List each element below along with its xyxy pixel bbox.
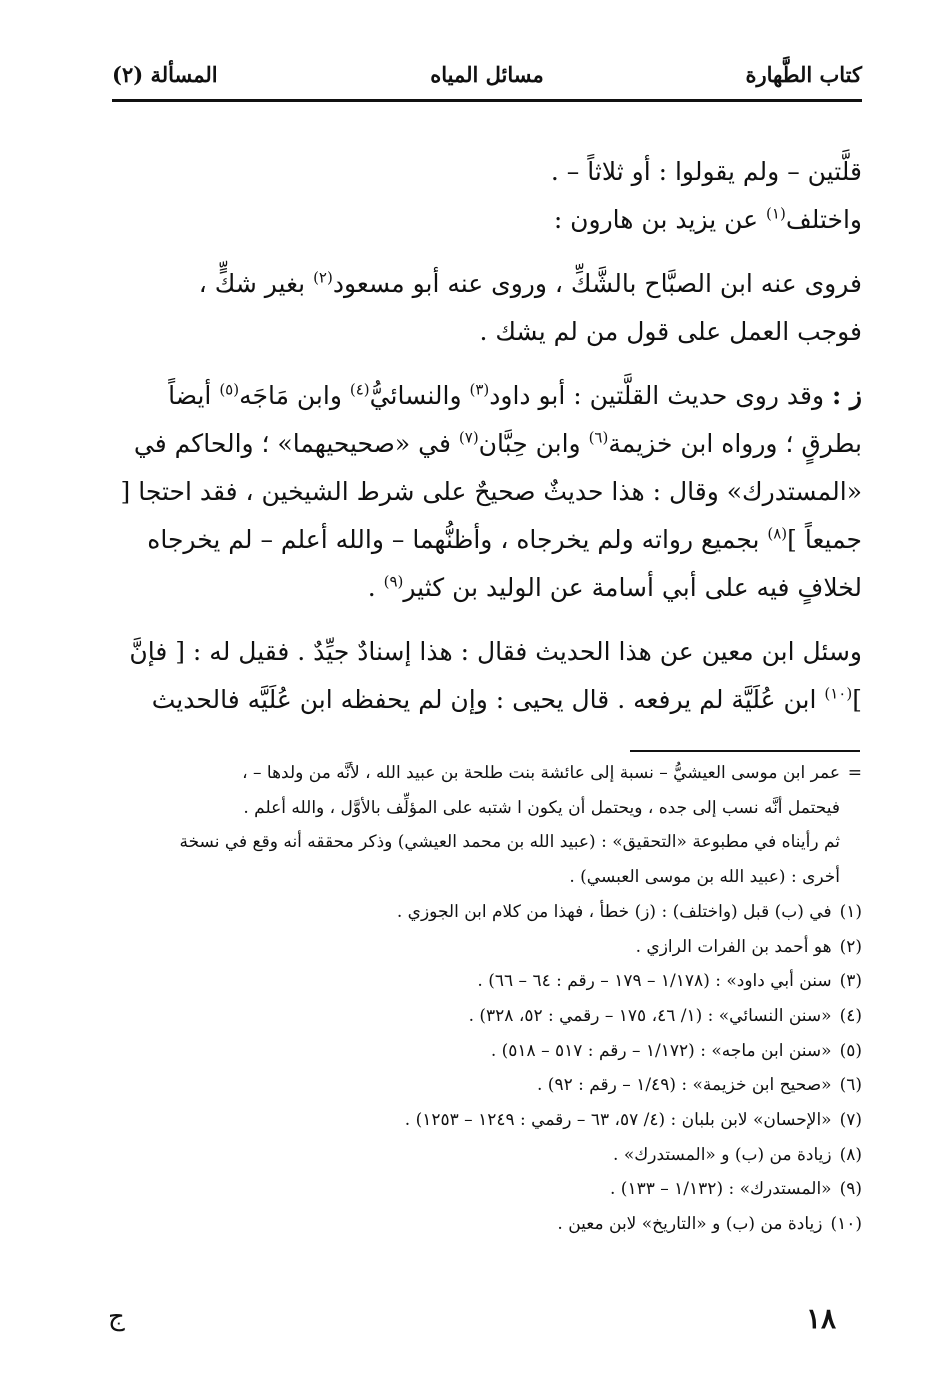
footnote-text: «صحيح ابن خزيمة» : (١/٤٩ – رقم : ٩٢) .: [536, 1075, 832, 1096]
text-run: فروى عنه ابن الصبَّاح بالشَّكِّ ، وروى عنه أبو مسعود: [332, 269, 862, 298]
footnote-number: (٤): [839, 1005, 862, 1026]
text-run: بجميع رواته ولم يخرجاه ، وأظنُّهما – والله أعلم – لم يخرجاه لخلافٍ فيه على أبي أسامة عن الوليد بن كثير: [147, 525, 862, 602]
footnote-ref: (٤): [349, 380, 370, 399]
text-run: في «صحيحيهما» ؛ والحاكم في «المستدرك» وقال : هذا حديثٌ صحيحٌ على شرط الشيخين ، فقد احتجا [ جميعاً ]: [120, 429, 862, 554]
paragraph: [112, 372, 862, 612]
main-text: [112, 148, 862, 724]
footnote-number: (٥): [839, 1040, 862, 1061]
paragraph-marker: ز :: [831, 381, 862, 410]
footnote-text: «المستدرك» : (١/١٣٢ – ١٣٣) .: [610, 1179, 832, 1200]
footnote-text: هو أحمد بن الفرات الرازي .: [635, 936, 832, 957]
running-header: [112, 54, 862, 94]
text-run: وابن مَاجَه: [239, 381, 350, 410]
footnote-ref: (٢): [313, 268, 333, 287]
footnote-number: (٧): [839, 1110, 862, 1131]
footnote-ref: (٦): [588, 428, 609, 447]
header-section-title: مسائل المياه: [430, 62, 544, 87]
footnote-text: زيادة من (ب) و «المستدرك» .: [613, 1144, 832, 1165]
header-divider: [112, 99, 862, 102]
footnote-ref: (٩): [383, 572, 404, 591]
footnote-divider: [630, 750, 860, 752]
footnote-line: فيحتمل أنَّه نسب إلى جده ، ويحتمل أن يكون ا شتبه على المؤلِّف بالأوَّل ، والله أعلم .: [243, 797, 840, 818]
footnote-item: [112, 1103, 862, 1138]
text-run: والنسائيُّ: [369, 381, 470, 410]
footnote-number: (٦): [839, 1075, 862, 1096]
footnote-number: (٣): [839, 971, 862, 992]
text-line: قلَّتين – ولم يقولوا : أو ثلاثاً – .: [550, 157, 862, 186]
footnote-item: [112, 1068, 862, 1103]
footnote-text: زيادة من (ب) و «التاريخ» لابن معين .: [557, 1214, 823, 1235]
text-run: وقد روى حديث القلَّتين : أبو داود: [489, 381, 832, 410]
footnote-ref: (٧): [458, 428, 479, 447]
footnote-item: [112, 1172, 862, 1207]
signature-mark: ج: [108, 1302, 125, 1332]
footnote-line: عمر ابن موسى العيشيُّ – نسبة إلى عائشة بنت طلحة بن عبيد الله ، لأنَّه من ولدها – ،: [242, 763, 840, 783]
footnote-item: [112, 1138, 862, 1173]
footnote-number: (١): [839, 901, 862, 922]
footnote-ref: (٨): [767, 524, 788, 543]
paragraph: [112, 260, 862, 356]
paragraph: [112, 628, 862, 724]
footnote-line: ثم رأيناه في مطبوعة «التحقيق» : (عبيد الله بن محمد العيشي) وذكر محققه أنه وقع في نسخة: [179, 832, 840, 853]
footnote-item: [112, 895, 862, 930]
text-run: أيضاً بطرقٍ ؛ ورواه ابن خزيمة: [168, 381, 862, 458]
footnotes: [112, 756, 862, 1242]
footnote-text: في (ب) قبل (واختلف) : (ز) خطأ ، فهذا من كلام ابن الجوزي .: [396, 901, 832, 922]
paragraph: [112, 148, 862, 244]
footnote-text: سنن أبي داود» : (١/١٧٨ – ١٧٩ – رقم : ٦٤ – ٦٦) .: [477, 971, 832, 992]
text-run: .: [367, 573, 384, 602]
footnote-number: (٢): [839, 936, 862, 957]
text-run: واختلف: [785, 205, 862, 234]
footnote-ref: (١): [766, 204, 786, 223]
footnote-line: أخرى : (عبيد الله بن موسى العبسي) .: [569, 867, 840, 888]
footnote-continuation: [112, 756, 862, 791]
footnote-ref: (٥): [219, 380, 240, 399]
footnote-number: (٨): [839, 1144, 862, 1165]
text-run: بغير شكٍّ ،: [198, 269, 314, 298]
footnote-item: [112, 1034, 862, 1069]
footnote-item: [112, 930, 862, 965]
footnote-item: [112, 999, 862, 1034]
footnote-item: [112, 964, 862, 999]
footnote-item: [112, 1207, 862, 1242]
text-run: ابن عُلَيَّة لم يرفعه . قال يحيى : وإن لم يحفظه ابن عُلَيَّه فالحديث: [151, 685, 825, 714]
footnote-text: «سنن النسائي» : (١/ ٤٦، ١٧٥ – رقمي : ٥٢، ٣٢٨) .: [468, 1005, 832, 1026]
footnote-text: «الإحسان» لابن بلبان : (٤/ ٥٧، ٦٣ – رقمي : ١٢٤٩ – ١٢٥٣) .: [404, 1110, 832, 1131]
text-run: وابن حِبَّان: [478, 429, 589, 458]
page-number: ١٨: [806, 1302, 837, 1335]
text-line: فوجب العمل على قول من لم يشك .: [479, 317, 862, 346]
text-run: عن يزيد بن هارون :: [553, 205, 767, 234]
footnote-number: (١٠): [830, 1214, 862, 1235]
footnote-number: (٩): [839, 1179, 862, 1200]
footnote-text: «سنن ابن ماجه» : (١/١٧٢ – رقم : ٥١٧ – ٥١٨) .: [490, 1040, 832, 1061]
text-run: وسئل ابن معين عن هذا الحديث فقال : هذا إسنادٌ جيِّدٌ . فقيل له : [ فإنَّ ]: [129, 637, 862, 714]
header-book-title: كتاب الطَّهارة: [745, 62, 862, 87]
footnote-ref: (١٠): [824, 684, 853, 703]
continuation-marker: =: [847, 763, 862, 783]
footnote-ref: (٣): [469, 380, 490, 399]
header-issue-label: المسألة (٢): [112, 62, 218, 87]
